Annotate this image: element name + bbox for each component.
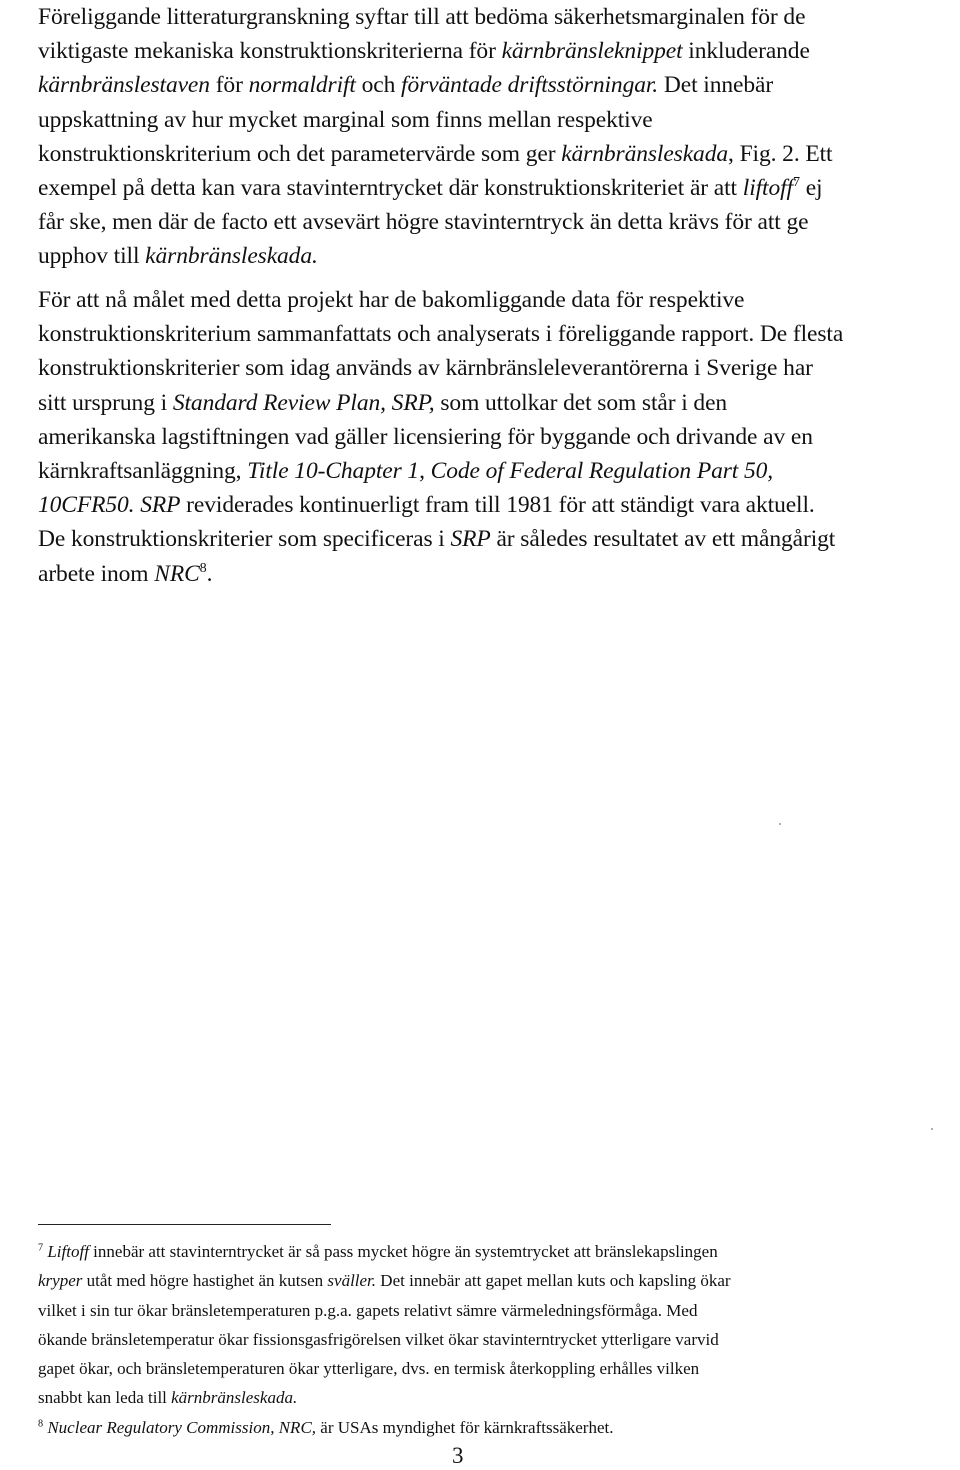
text-line: [38, 386, 843, 420]
document-page: [38, 0, 938, 1470]
text-run: inkluderande: [682, 38, 810, 65]
italic-term: kärnbränsleskada.: [171, 1388, 298, 1408]
text-line: [38, 34, 832, 68]
text-run: .: [206, 560, 213, 587]
text-run: innebär att stavinterntrycket är så pass mycket högre än systemtrycket att bränslekapslingen: [88, 1242, 718, 1261]
text-line: [38, 1354, 731, 1383]
text-line: [38, 0, 832, 34]
text-run: exempel på detta kan vara stavinterntrycket där konstruktionskriteriet är att: [38, 175, 743, 202]
footnote-ref-8[interactable]: 8: [199, 559, 207, 576]
text-line: [38, 283, 843, 317]
text-line: [38, 557, 843, 591]
text-run: uppskattning av hur mycket marginal som finns mellan respektive: [38, 106, 653, 133]
paragraph-intro: [38, 0, 832, 274]
text-run: Det innebär att gapet mellan kuts och kapsling ökar: [376, 1271, 731, 1291]
italic-term: 10CFR50. SRP: [38, 492, 181, 519]
text-run: vilket i sin tur ökar bränsletemperaturen p.g.a. gapets relativt sämre värmeledningsförmåga. Med: [38, 1300, 698, 1320]
text-line: [38, 351, 843, 385]
text-run: ökande bränsletemperatur ökar fissionsgasfrigörelsen vilket ökar stavinterntrycket ytterligare varvid: [38, 1329, 719, 1349]
text-line: [38, 1413, 731, 1442]
italic-term: förväntade driftsstörningar.: [401, 72, 659, 99]
text-line: [38, 1325, 731, 1354]
text-run: är USAs myndighet för kärnkraftssäkerhet.: [316, 1417, 614, 1437]
text-run: amerikanska lagstiftningen vad gäller licensiering för byggande och drivande av en: [38, 423, 813, 450]
italic-term: sväller.: [327, 1271, 377, 1291]
text-run: upphov till: [38, 243, 146, 270]
text-run: för: [209, 72, 249, 99]
italic-term: kärnbränsleknippet: [501, 38, 683, 65]
footnote-7: [38, 1237, 731, 1413]
footnote-marker: 7: [38, 1242, 44, 1254]
text-run: För att nå målet med detta projekt har de bakomliggande data för respektive: [38, 287, 745, 313]
text-line: [38, 488, 843, 522]
italic-term: kryper: [38, 1271, 83, 1291]
text-run: viktigaste mekaniska konstruktionskriterierna för: [38, 38, 502, 65]
text-line: [38, 454, 843, 488]
text-run: , Fig. 2. Ett: [728, 140, 833, 167]
text-run: ej: [799, 175, 823, 202]
text-run: konstruktionskriterier som idag används av kärnbränsleleverantörerna i Sverige har: [38, 355, 813, 382]
italic-term: Title 10-Chapter 1, Code of Federal Regulation Part 50,: [247, 458, 774, 485]
text-run: som uttolkar det som står i den: [434, 389, 728, 416]
italic-term: kärnbränsleskada.: [145, 243, 318, 270]
text-run: får ske, men där de facto ett avsevärt högre stavinterntryck än detta krävs för att ge: [38, 209, 809, 236]
text-run: utåt med högre hastighet än kutsen: [82, 1271, 328, 1291]
text-line: [38, 1383, 731, 1412]
italic-term: SRP: [450, 526, 491, 553]
footnote-separator: [38, 1224, 331, 1225]
italic-term: normaldrift: [248, 72, 356, 99]
italic-term: kärnbränslestaven: [38, 72, 210, 99]
text-line: [38, 1237, 731, 1266]
text-run: arbete inom: [38, 560, 155, 587]
italic-term: Standard Review Plan, SRP,: [172, 389, 435, 416]
paragraph-project-goal: [38, 283, 843, 591]
text-line: [38, 1296, 731, 1325]
text-line: [38, 522, 843, 556]
footnotes: [38, 1237, 731, 1442]
italic-term: Nuclear Regulatory Commission, NRC,: [47, 1417, 317, 1437]
text-line: [38, 103, 832, 137]
footnote-ref-7[interactable]: 7: [793, 174, 800, 191]
text-run: sitt ursprung i: [38, 389, 173, 416]
italic-term: kärnbränsleskada: [561, 140, 729, 167]
text-line: [38, 205, 832, 239]
italic-term: NRC: [154, 560, 200, 587]
italic-term: liftoff: [742, 175, 793, 202]
italic-term: Liftoff: [47, 1242, 89, 1261]
footnote-8: [38, 1413, 731, 1442]
text-run: Föreliggande litteraturgranskning syftar till att bedöma säkerhetsmarginalen för de: [38, 4, 806, 30]
text-line: [38, 171, 832, 205]
footnote-marker: 8: [38, 1418, 44, 1430]
text-run: snabbt kan leda till: [38, 1388, 172, 1408]
text-run: konstruktionskriterium sammanfattats och analyserats i föreliggande rapport. De flesta: [38, 321, 844, 348]
text-run: Det innebär: [658, 72, 774, 99]
scan-speck: [931, 1128, 933, 1130]
text-run: konstruktionskriterium och det parametervärde som ger: [38, 140, 562, 167]
text-line: [38, 68, 832, 102]
text-run: och: [355, 72, 402, 99]
text-run: De konstruktionskriterier som specificeras i: [38, 526, 451, 553]
scan-speck: [779, 823, 781, 825]
text-run: reviderades kontinuerligt fram till 1981 för att ständigt vara aktuell.: [180, 492, 815, 519]
text-line: [38, 317, 843, 351]
text-run: kärnkraftsanläggning,: [38, 458, 248, 485]
text-run: är således resultatet av ett mångårigt: [490, 526, 836, 553]
text-run: gapet ökar, och bränsletemperaturen ökar ytterligare, dvs. en termisk återkoppling erhålles vilken: [38, 1359, 700, 1379]
page-number: 3: [452, 1443, 464, 1468]
text-line: [38, 137, 832, 171]
text-line: [38, 1266, 731, 1295]
text-line: [38, 239, 832, 273]
text-line: [38, 420, 843, 454]
